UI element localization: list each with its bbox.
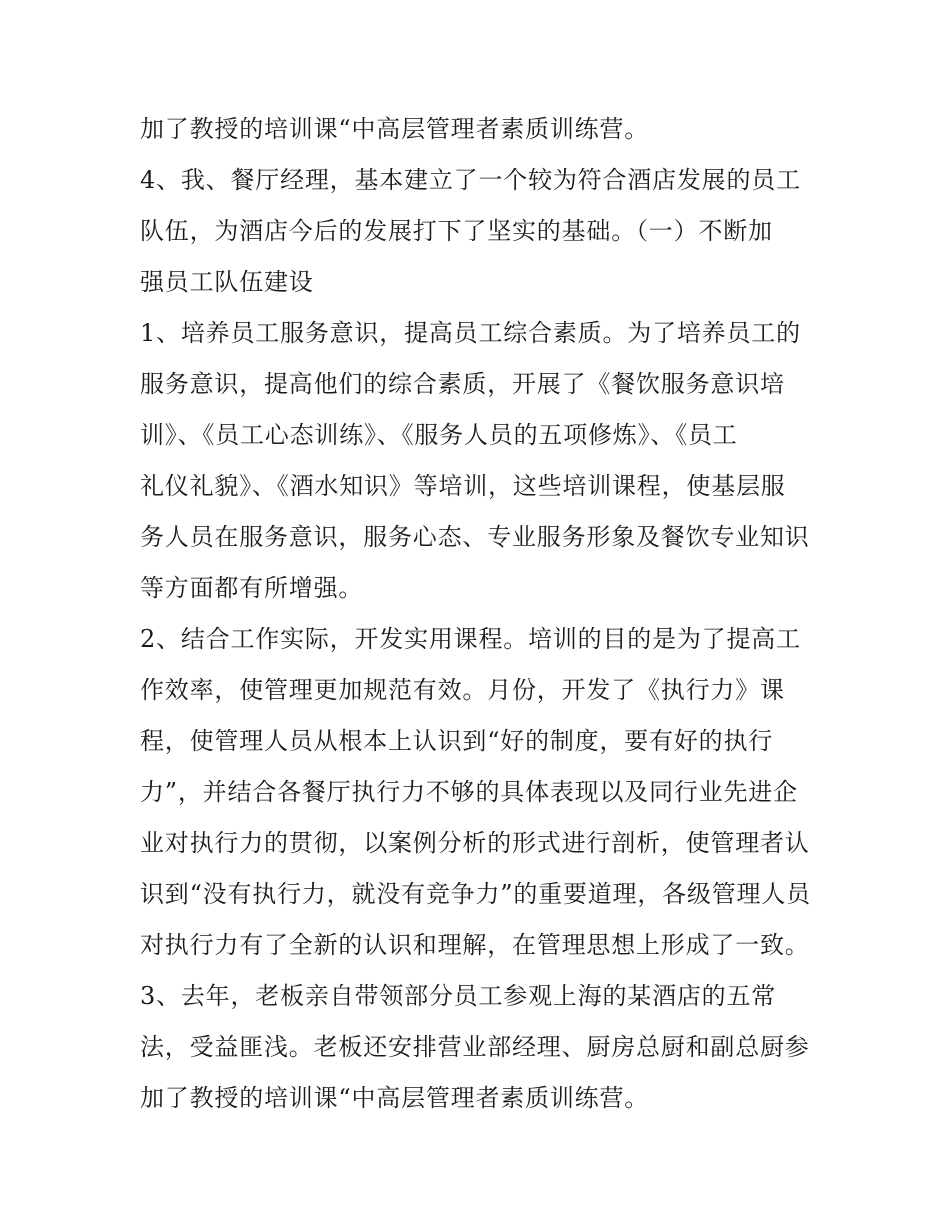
- text-line: 4、我、餐厅经理，基本建立了一个较为符合酒店发展的员工: [140, 166, 801, 194]
- text-line: 力”，并结合各餐厅执行力不够的具体表现以及同行业先进企: [140, 778, 798, 806]
- text-line: 3、去年，老板亲自带领部分员工参观上海的某酒店的五常: [140, 982, 777, 1010]
- text-line: 作效率，使管理更加规范有效。月份，开发了《执行力》课: [140, 676, 785, 704]
- text-line: 服务意识，提高他们的综合素质，开展了《餐饮服务意识培: [140, 370, 785, 398]
- text-line: 务人员在服务意识，服务心态、专业服务形象及餐饮专业知识: [140, 523, 810, 551]
- text-line: 等方面都有所增强。: [140, 574, 364, 602]
- text-line: 强员工队伍建设: [140, 268, 314, 296]
- text-line: 1、培养员工服务意识，提高员工综合素质。为了培养员工的: [140, 319, 801, 347]
- text-line: 法，受益匪浅。老板还安排营业部经理、厨房总厨和副总厨参: [140, 1033, 810, 1061]
- text-line: 识到“没有执行力，就没有竞争力”的重要道理，各级管理人员: [140, 880, 811, 908]
- text-line: 加了教授的培训课“中高层管理者素质训练营。: [140, 1084, 650, 1112]
- text-line: 程，使管理人员从根本上认识到“好的制度，要有好的执行: [140, 727, 774, 755]
- text-line: 对执行力有了全新的认识和理解，在管理思想上形成了一致。: [140, 931, 810, 959]
- text-line: 队伍，为酒店今后的发展打下了坚实的基础。（一）不断加: [140, 217, 773, 245]
- text-line: 礼仪礼貌》、《酒水知识》等培训，这些培训课程，使基层服: [140, 472, 786, 500]
- text-line: 加了教授的培训课“中高层管理者素质训练营。: [140, 115, 650, 143]
- text-line: 2、结合工作实际，开发实用课程。培训的目的是为了提高工: [140, 625, 801, 653]
- text-line: 业对执行力的贯彻，以案例分析的形式进行剖析，使管理者认: [140, 829, 810, 857]
- text-line: 训》、《员工心态训练》、《服务人员的五项修炼》、《员工: [140, 421, 738, 449]
- body-text: [140, 104, 820, 1124]
